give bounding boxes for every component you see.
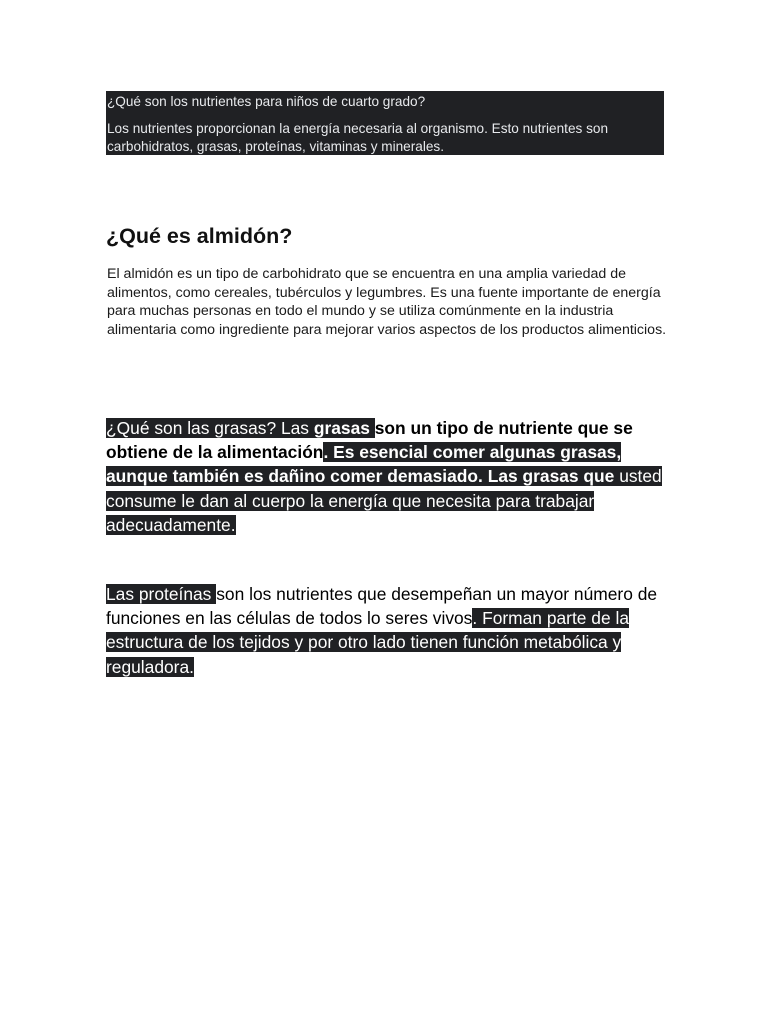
fats-grasas-word: grasas bbox=[313, 418, 375, 438]
fats-rest: usted consume le dan al cuerpo la energía que necesita para trabajar adecuadamente. bbox=[106, 466, 662, 535]
fats-definition: son un tipo de nutriente que se obtiene de la alimentación bbox=[106, 418, 633, 463]
fats-question: ¿Qué son las grasas? Las bbox=[106, 418, 314, 438]
starch-paragraph: El almidón es un tipo de carbohidrato que se encuentra en una amplia variedad de alimentos, como cereales, tubérculos y legumbres. Es una fuente importante de energía para muchas personas en todo el mundo y se utiliza comúnmente en la industria alimentaria como ingrediente para mejorar varios aspectos de los productos alimenticios. bbox=[107, 266, 667, 338]
fats-essential: Es esencial comer algunas grasas, aunque también es dañino comer demasiado. Las grasas que bbox=[106, 442, 622, 487]
proteins-period: . bbox=[472, 608, 478, 629]
proteins-definition: son los nutrientes que desempeñan un mayor número de funciones en las células de todos lo seres vivos bbox=[106, 584, 658, 629]
fats-paragraph bbox=[106, 416, 666, 537]
proteins-lead: Las proteínas bbox=[106, 584, 217, 604]
nutrients-answer: Los nutrientes proporcionan la energía necesaria al organismo. Esto nutrientes son carbohidratos, grasas, proteínas, vitaminas y minerales. bbox=[107, 121, 609, 154]
nutrients-answer-box bbox=[106, 91, 664, 155]
starch-heading: ¿Qué es almidón? bbox=[106, 224, 293, 248]
proteins-rest: Forman parte de la estructura de los tejidos y por otro lado tienen función metabólica y reguladora. bbox=[106, 608, 629, 677]
nutrients-question: ¿Qué son los nutrientes para niños de cuarto grado? bbox=[107, 94, 426, 109]
proteins-paragraph bbox=[106, 582, 666, 679]
fats-period: . bbox=[323, 442, 329, 463]
